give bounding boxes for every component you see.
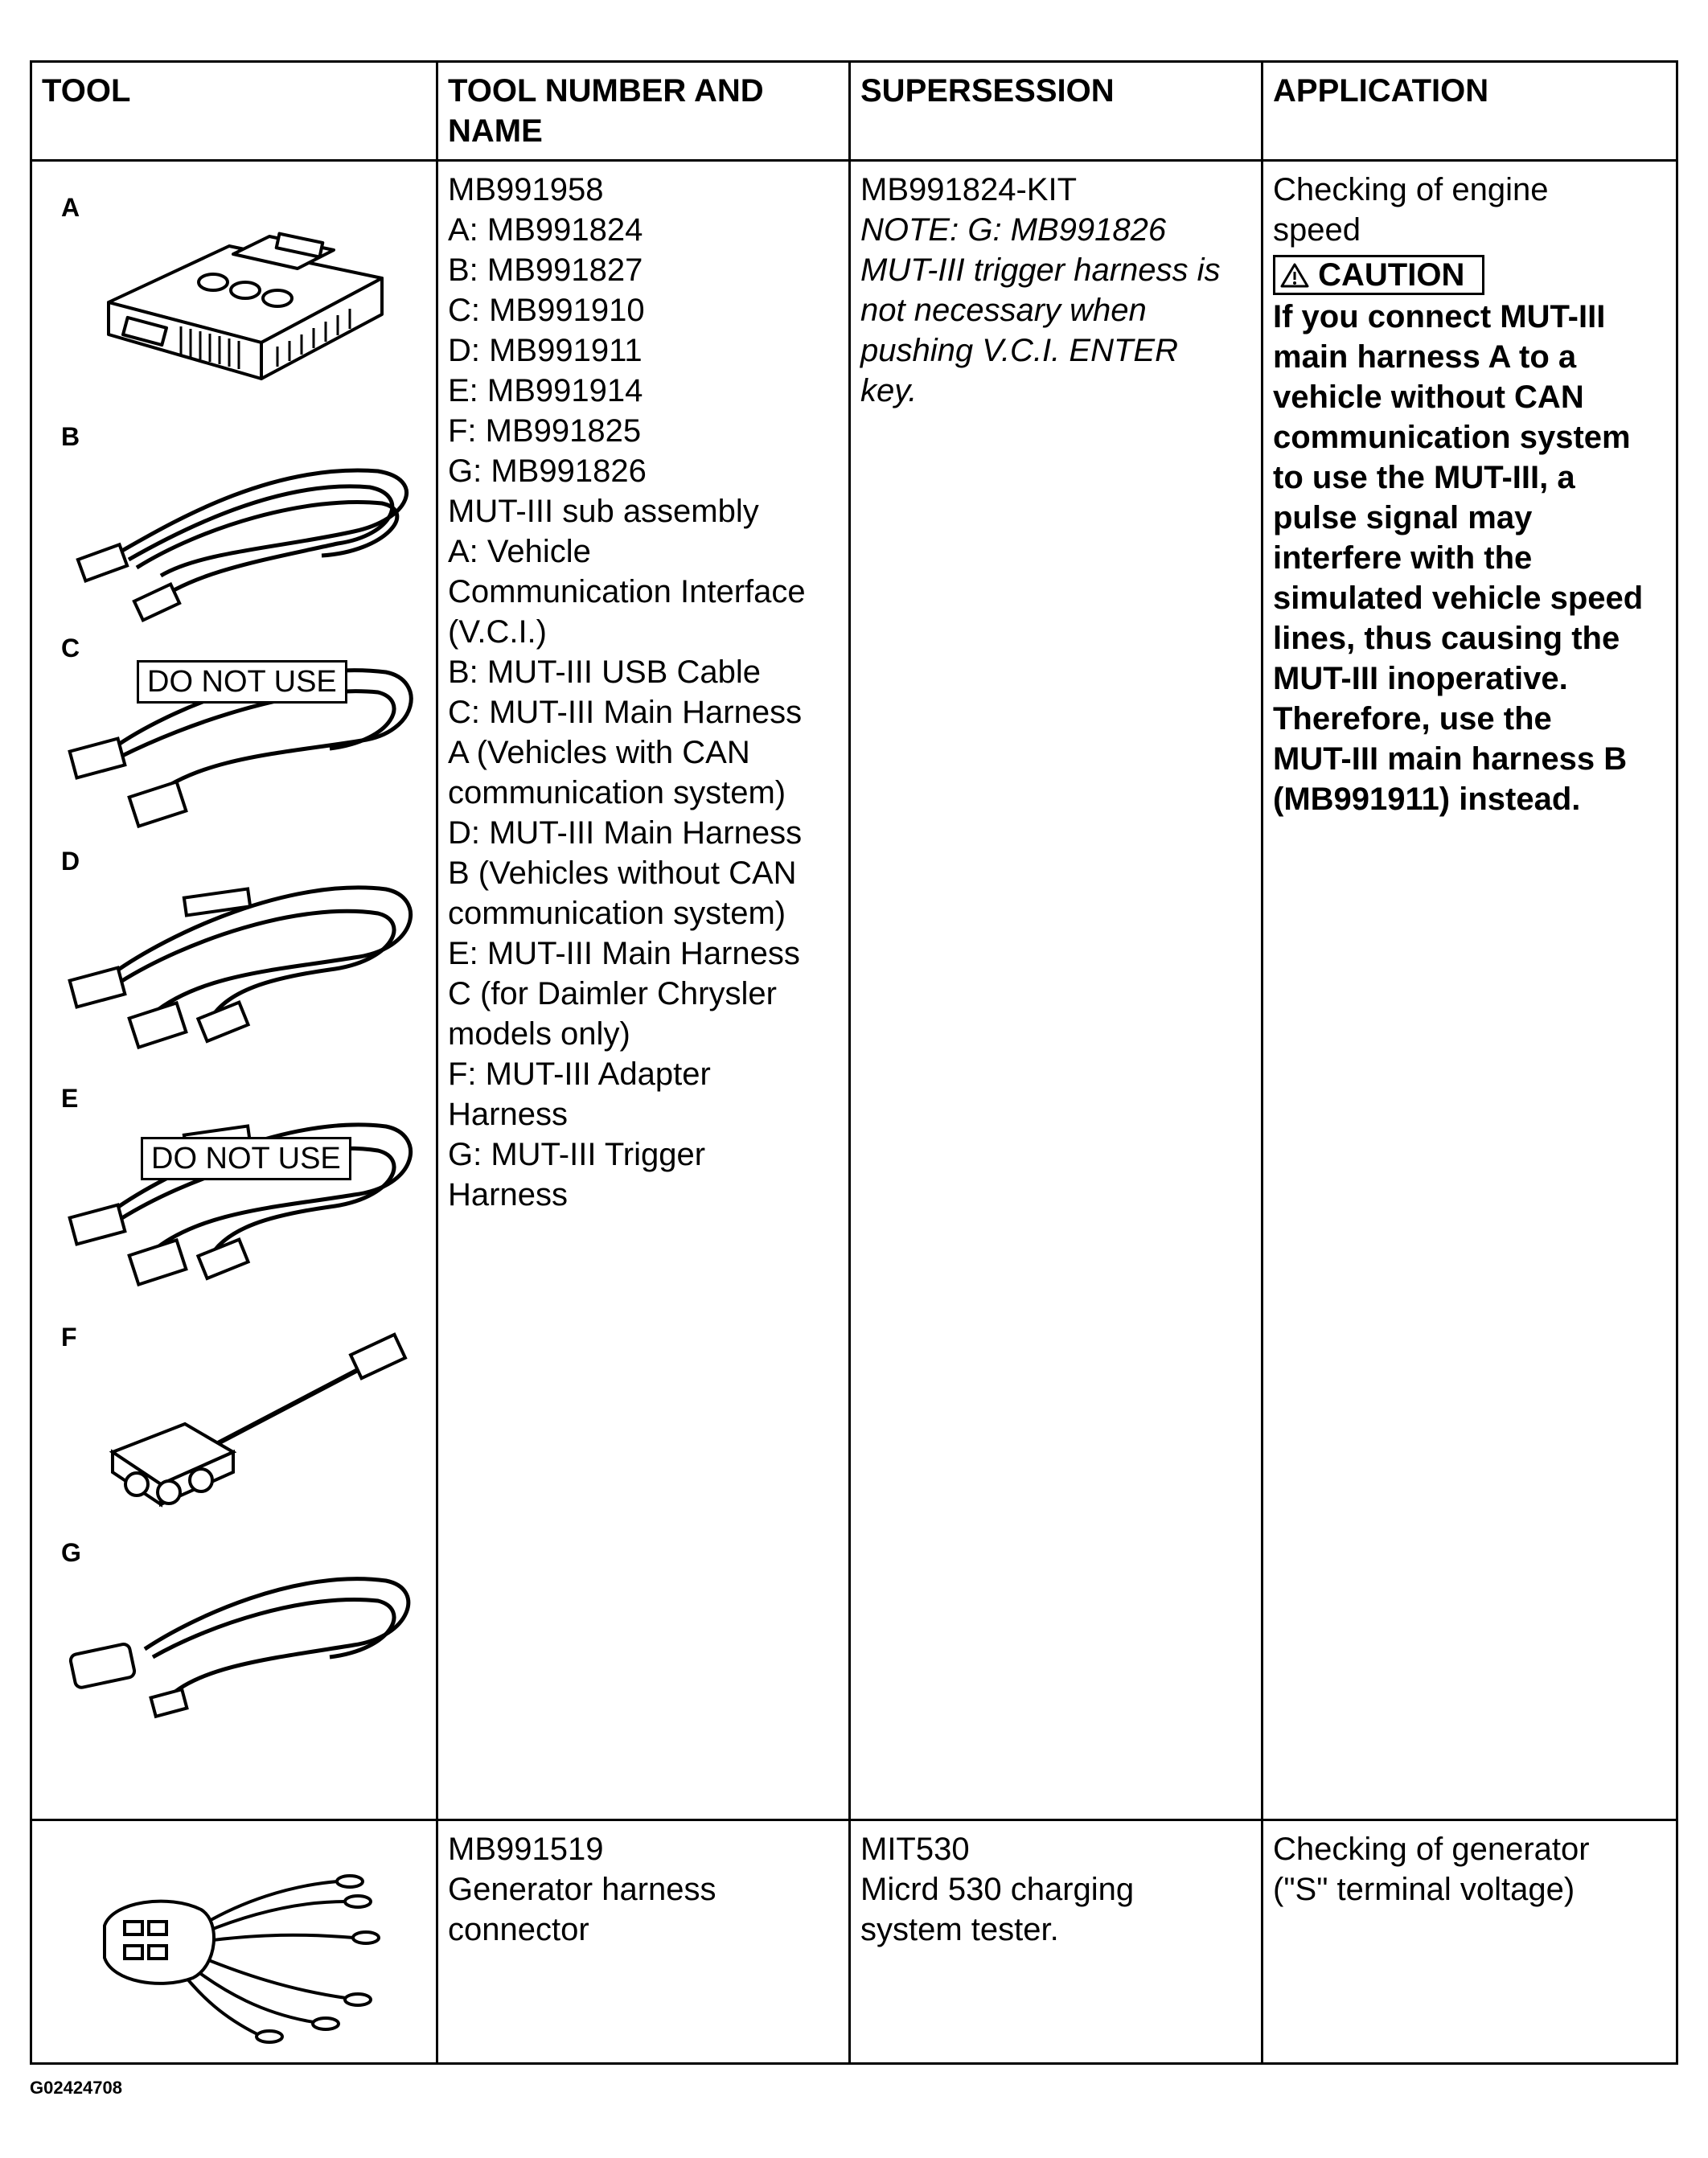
text-line: Harness [448, 1177, 568, 1212]
text-line: Communication Interface [448, 574, 806, 609]
text-line: C (for Daimler Chrysler [448, 976, 777, 1011]
text-line: E: MB991914 [448, 373, 643, 408]
text-line: G: MB991826 [448, 453, 647, 489]
text-line: (MB991911) instead. [1273, 782, 1581, 817]
text-line: vehicle without CAN [1273, 379, 1584, 415]
supersession-cell [850, 161, 1263, 1820]
application-cell-generator [1263, 1820, 1677, 2064]
header-supersession: SUPERSESSION [850, 62, 1263, 161]
caution-text [1273, 297, 1666, 819]
tool-illustrations-cell [31, 161, 437, 1820]
text-line: Checking of engine [1273, 172, 1549, 207]
text-line: C: MUT-III Main Harness [448, 695, 803, 730]
text-line: models only) [448, 1016, 630, 1052]
caution-badge [1273, 255, 1484, 295]
vci-unit-illustration [92, 206, 398, 399]
header-tool: TOOL [31, 62, 437, 161]
text-line: key. [860, 373, 918, 408]
table-row [31, 161, 1677, 1820]
text-line: B: MUT-III USB Cable [448, 654, 761, 690]
application-text [1273, 170, 1666, 250]
tool-number-list [448, 170, 839, 1215]
text-line: Harness [448, 1097, 568, 1132]
tool-letter-c: C [61, 634, 80, 663]
tool-letter-g: G [61, 1538, 81, 1567]
generator-application-text [1273, 1829, 1666, 1910]
text-line: ("S" terminal voltage) [1273, 1872, 1575, 1907]
tool-illustration-cell-generator [31, 1820, 437, 2064]
text-line: speed [1273, 212, 1361, 248]
text-line: Checking of generator [1273, 1832, 1590, 1867]
text-line: to use the MUT-III, a [1273, 460, 1575, 495]
text-line: MUT-III main harness B [1273, 741, 1628, 777]
text-line: pulse signal may [1273, 500, 1533, 535]
text-line: C: MB991910 [448, 293, 645, 328]
tool-letter-b: B [61, 422, 80, 451]
text-line: MUT-III inoperative. [1273, 661, 1568, 696]
text-line: communication system) [448, 896, 786, 931]
usb-cable-illustration [64, 431, 418, 632]
text-line: lines, thus causing the [1273, 621, 1620, 656]
supersession-value: MB991824-KIT [860, 172, 1078, 207]
text-line: MUT-III sub assembly [448, 494, 759, 529]
tool-number-cell-generator [437, 1820, 850, 2064]
text-line: main harness A to a [1273, 339, 1577, 375]
tool-letter-f: F [61, 1323, 77, 1352]
text-line: MB991519 [448, 1832, 604, 1867]
trigger-harness-illustration [56, 1545, 418, 1729]
generator-supersession-list [860, 1829, 1251, 1950]
text-line: MB991958 [448, 172, 604, 207]
supersession-cell-generator [850, 1820, 1263, 2064]
text-line: NOTE: G: MB991826 [860, 212, 1167, 248]
text-line: A (Vehicles with CAN [448, 735, 750, 770]
warning-triangle-icon [1280, 262, 1309, 288]
text-line: B: MB991827 [448, 252, 643, 288]
header-row [31, 62, 1677, 161]
generator-tool-number-list [448, 1829, 839, 1950]
text-line: D: MB991911 [448, 333, 643, 368]
tool-letter-a: A [61, 193, 80, 222]
header-tool-number: TOOL NUMBER AND NAME [437, 62, 850, 161]
caution-label: CAUTION [1318, 257, 1465, 293]
special-tools-table [30, 60, 1678, 2065]
main-harness-c-illustration [64, 1090, 418, 1291]
supersession-note [860, 210, 1251, 411]
text-line: communication system [1273, 420, 1631, 455]
text-line: Generator harness [448, 1872, 716, 1907]
main-harness-b-illustration [64, 853, 418, 1054]
generator-harness-connector-illustration [80, 1845, 418, 2046]
text-line: (V.C.I.) [448, 614, 547, 650]
text-line: simulated vehicle speed [1273, 581, 1644, 616]
application-cell [1263, 161, 1677, 1820]
adapter-harness-illustration [80, 1331, 418, 1508]
text-line: communication system) [448, 775, 786, 810]
text-line: Micrd 530 charging [860, 1872, 1135, 1907]
do-not-use-label-c: DO NOT USE [137, 660, 347, 704]
do-not-use-label-e: DO NOT USE [141, 1137, 351, 1180]
tool-letter-d: D [61, 847, 80, 876]
text-line: G: MUT-III Trigger [448, 1137, 706, 1172]
text-line: MIT530 [860, 1832, 970, 1867]
tool-letter-e: E [61, 1084, 79, 1113]
table-row [31, 1820, 1677, 2064]
text-line: interfere with the [1273, 540, 1533, 576]
text-line: E: MUT-III Main Harness [448, 936, 800, 971]
text-line: system tester. [860, 1912, 1059, 1947]
text-line: A: Vehicle [448, 534, 591, 569]
text-line: not necessary when [860, 293, 1147, 328]
text-line: F: MB991825 [448, 413, 642, 449]
text-line: If you connect MUT-III [1273, 299, 1606, 334]
text-line: MUT-III trigger harness is [860, 252, 1221, 288]
figure-id: G02424708 [30, 2078, 122, 2098]
header-application: APPLICATION [1263, 62, 1677, 161]
text-line: A: MB991824 [448, 212, 643, 248]
text-line: D: MUT-III Main Harness [448, 815, 803, 851]
text-line: Therefore, use the [1273, 701, 1552, 736]
text-line: F: MUT-III Adapter [448, 1056, 711, 1092]
text-line: pushing V.C.I. ENTER [860, 333, 1178, 368]
text-line: B (Vehicles without CAN [448, 855, 797, 891]
tool-number-cell [437, 161, 850, 1820]
text-line: connector [448, 1912, 589, 1947]
